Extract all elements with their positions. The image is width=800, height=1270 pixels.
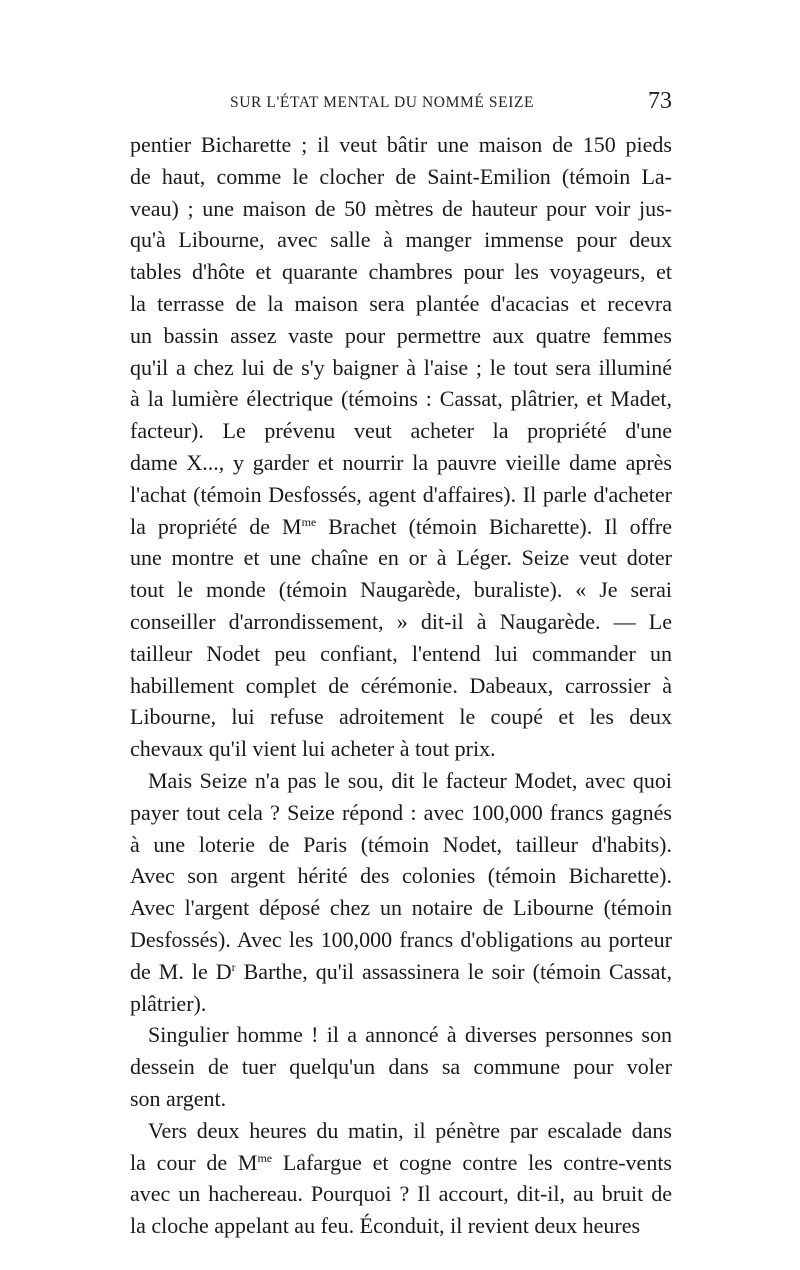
text-line: l'achat (témoin Desfossés, agent d'affaires). Il parle d'acheter xyxy=(130,481,672,507)
paragraph xyxy=(130,1019,672,1114)
text-line: qu'à Libourne, avec salle à manger immense pour deux xyxy=(130,227,672,253)
text-line: habillement complet de cérémonie. Dabeaux, carrossier à xyxy=(130,672,672,698)
superscript-abbreviation: r xyxy=(231,959,236,974)
text-line: tout le monde (témoin Naugarède, buraliste). « Je serai xyxy=(130,577,672,603)
text-line: Desfossés). Avec les 100,000 francs d'obligations au porteur xyxy=(130,926,672,952)
text-line: conseiller d'arrondissement, » dit-il à Naugarède. — Le xyxy=(130,608,672,634)
text-line: facteur). Le prévenu veut acheter la propriété d'une xyxy=(130,418,672,444)
text-line: la cloche appelant au feu. Éconduit, il revient deux heures xyxy=(130,1213,641,1239)
text-line: Singulier homme ! il a annoncé à diverses personnes son xyxy=(148,1022,672,1048)
text-line: une montre et une chaîne en or à Léger. Seize veut doter xyxy=(130,545,672,571)
body-text xyxy=(130,129,672,1242)
paragraph xyxy=(130,765,672,1019)
text-line xyxy=(130,1147,672,1179)
line-text-before: la propriété de M xyxy=(130,513,302,539)
running-title: SUR L'ÉTAT MENTAL DU NOMMÉ SEIZE xyxy=(230,94,535,111)
text-line xyxy=(130,511,672,543)
text-line: chevaux qu'il vient lui acheter à tout prix. xyxy=(130,736,496,762)
text-line: qu'il a chez lui de s'y baigner à l'aise ; le tout sera illuminé xyxy=(130,354,672,380)
superscript-abbreviation: me xyxy=(257,1150,273,1165)
text-line: payer tout cela ? Seize répond : avec 100,000 francs gagnés xyxy=(130,799,672,825)
text-line: à une loterie de Paris (témoin Nodet, tailleur d'habits). xyxy=(130,831,672,857)
text-line: avec un hachereau. Pourquoi ? Il accourt, dit-il, au bruit de xyxy=(130,1181,672,1207)
running-header xyxy=(130,88,672,120)
text-line: Avec son argent hérité des colonies (témoin Bicharette). xyxy=(130,863,672,889)
text-line: la terrasse de la maison sera plantée d'acacias et recevra xyxy=(130,290,672,316)
line-text-after: Barthe, qu'il assassinera le soir (témoin Cassat, xyxy=(235,958,672,984)
line-text-before: de M. le D xyxy=(130,958,232,984)
superscript-abbreviation: me xyxy=(301,514,317,529)
text-line: Mais Seize n'a pas le sou, dit le facteur Modet, avec quoi xyxy=(148,767,672,793)
text-line: de haut, comme le clocher de Saint-Emilion (témoin La- xyxy=(130,163,672,189)
text-line: plâtrier). xyxy=(130,990,207,1016)
paragraph xyxy=(130,1115,672,1242)
text-line: dame X..., y garder et nourrir la pauvre vieille dame après xyxy=(130,449,672,475)
text-line: pentier Bicharette ; il veut bâtir une maison de 150 pieds xyxy=(130,132,672,157)
text-line: dessein de tuer quelqu'un dans sa commune pour voler xyxy=(130,1054,672,1080)
line-text-before: la cour de M xyxy=(130,1149,258,1175)
page-number: 73 xyxy=(648,88,672,114)
text-line: un bassin assez vaste pour permettre aux quatre femmes xyxy=(130,322,672,348)
text-line: tables d'hôte et quarante chambres pour les voyageurs, et xyxy=(130,259,672,285)
text-line: Avec l'argent déposé chez un notaire de Libourne (témoin xyxy=(130,895,672,921)
text-line: à la lumière électrique (témoins : Cassat, plâtrier, et Madet, xyxy=(130,386,672,412)
text-line: tailleur Nodet peu confiant, l'entend lui commander un xyxy=(130,640,672,666)
line-text-after: Brachet (témoin Bicharette). Il offre xyxy=(316,513,672,539)
text-line: son argent. xyxy=(130,1085,227,1111)
text-line xyxy=(130,956,672,988)
paragraph xyxy=(130,129,672,765)
text-line: veau) ; une maison de 50 mètres de hauteur pour voir jus- xyxy=(130,195,672,221)
line-text-after: Lafargue et cogne contre les contre-vents xyxy=(272,1149,672,1175)
text-line: Vers deux heures du matin, il pénètre par escalade dans xyxy=(148,1117,672,1143)
text-line: Libourne, lui refuse adroitement le coupé et les deux xyxy=(130,704,672,730)
